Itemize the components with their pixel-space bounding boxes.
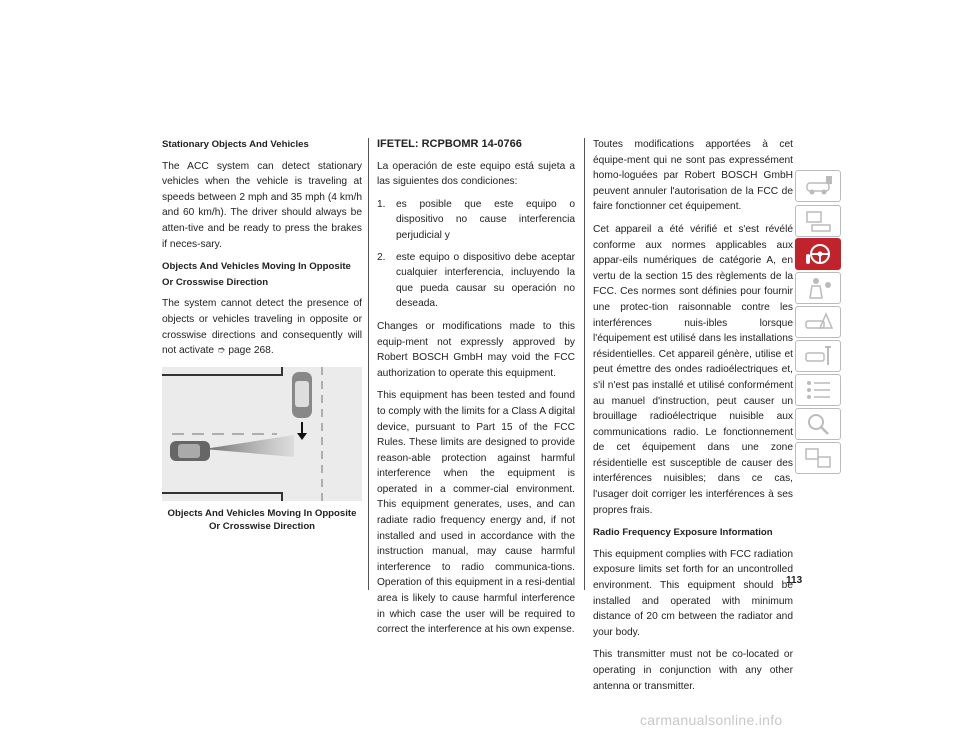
heading-stationary-objects: Stationary Objects And Vehicles — [162, 139, 309, 150]
column-3 — [593, 137, 793, 701]
figure-caption: Objects And Vehicles Moving In Opposite Or Crosswise Direction — [167, 507, 357, 532]
heading-opposite-direction: Objects And Vehicles Moving In Opposite Or Crosswise Direction — [162, 261, 351, 288]
service-tools-icon[interactable] — [795, 340, 841, 372]
page-number: 113 — [786, 575, 803, 586]
watermark: carmanualsonline.info — [640, 712, 783, 728]
column-divider-1 — [368, 138, 369, 590]
heading-ifetel: IFETEL: RCPBOMR 14-0766 — [377, 138, 522, 150]
paragraph-transmitter: This transmitter must not be co-located or operating in conjunction with any other antenna or transmitter. — [593, 649, 793, 692]
dashboard-icon[interactable] — [795, 205, 841, 237]
language-icon[interactable] — [795, 442, 841, 474]
warning-car-icon[interactable] — [795, 306, 841, 338]
conditions-list — [377, 197, 575, 312]
search-icon[interactable] — [795, 408, 841, 440]
paragraph-ifetel-intro: La operación de este equipo está sujeta a las siguientes dos condiciones: — [377, 160, 575, 188]
list-item: 1. es posible que este equipo o dispositivo no cause interferencia perjudicial y — [377, 198, 575, 241]
paragraph-fcc-class-a: This equipment has been tested and found to comply with the limits for a Class A digital device, pursuant to Part 15 of the FCC Rules. These limits are designed to provide reason-able protection against harmful interference when the equipment is operated in a commer-cial environment. This equipment generates, uses, and can radiate radio frequency energy and, if not installed and used in accordance with the instruction manual, may cause harmful interference to radio communica-tions. Operation of this equipment in a resi-dential area is likely to cause harmful interference in which case the user will be required to correct the interference at his own expense. — [377, 390, 575, 636]
column-2 — [377, 137, 575, 645]
column-divider-2 — [584, 138, 585, 590]
column-1 — [162, 137, 362, 533]
car-info-icon[interactable] — [795, 170, 841, 202]
paragraph-fr-appareil: Cet appareil a été vérifié et s'est révélé conforme aux normes applicables aux appar-eils numériques de catégorie A, en vertu de la section 15 des règlements de la FCC. Ces normes sont définies pour fournir une protec-tion raisonnable contre les interférences nuis-ibles lorsque l'équipement est utilisé dans les installations résidentielles. Cet appareil génère, utilise et peut émettre des ondes radioélectriques et, s'il n'est pas installé et utilisé conformément au manuel d'instruction, peut causer un brouillage radioélectrique nuisible aux communications radio. Le fonctionnement de cet équipement dans une zone résidentielle est susceptible de causer des interférences nuisibles; dans ce cas, l'usager doit corriger les interférences à ses propres frais. — [593, 223, 793, 516]
crosswise-illustration-svg — [162, 367, 362, 501]
paragraph-stationary: The ACC system can detect stationary vehicles when the vehicle is traveling at speeds between 2 mph and 35 mph (4 km/h and 60 km/h). The driver should always be atten-tive and be ready to press the brakes if neces-sary. — [162, 160, 362, 250]
list-icon[interactable] — [795, 374, 841, 406]
steering-wheel-icon[interactable] — [795, 238, 841, 270]
paragraph-rf-exposure: This equipment complies with FCC radiation exposure limits set forth for an uncontrolled environment. This equipment should be installed and operated with minimum distance of 20 cm between the radiator and your body. — [593, 548, 793, 638]
page-reference-arrow-icon: ➮ — [216, 345, 226, 357]
paragraph-opposite: The system cannot detect the presence of objects or vehicles traveling in opposite or crosswise directions and consequently will not activate ➮ page 268. — [162, 298, 362, 357]
heading-rf-exposure: Radio Frequency Exposure Information — [593, 527, 773, 539]
safety-icon[interactable] — [795, 272, 841, 304]
illustration-crosswise-vehicles — [162, 367, 362, 501]
car-crosswise — [170, 441, 210, 461]
paragraph-fcc-changes: Changes or modifications made to this equip-ment not expressly approved by Robert BOSCH GmbH may void the FCC authorization to operate this equipment. — [377, 320, 575, 379]
paragraph-fr-modifications: Toutes modifications apportées à cet équipe-ment qui ne sont pas expressément homo-loguées par Robert BOSCH GmbH peuvent annuler l'autorisation de la FCC de faire fonctionner cet équipement. — [593, 139, 793, 213]
list-item: 2. este equipo o dispositivo debe aceptar cualquier interferencia, incluyendo la que pueda causar su operación no deseada. — [377, 251, 575, 310]
car-oncoming — [292, 372, 312, 418]
page-reference-link[interactable]: page 268. — [228, 345, 274, 357]
